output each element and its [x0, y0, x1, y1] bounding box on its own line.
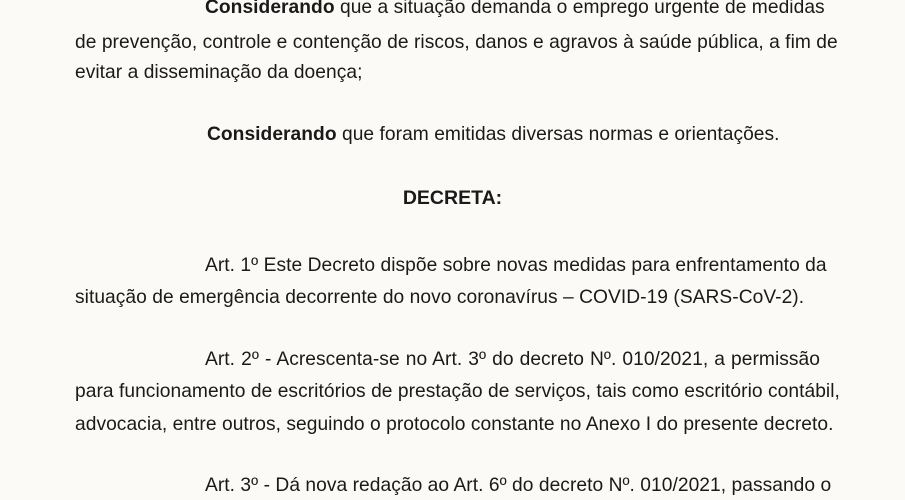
considerando-paragraph-1-line-2: de prevenção, controle e contenção de riscos, danos e agravos à saúde pública, a fim de — [75, 32, 838, 53]
considerando-bold-lead: Considerando — [205, 0, 335, 18]
article-1-line-1: Art. 1º Este Decreto dispõe sobre novas medidas para enfrentamento da — [205, 255, 827, 276]
article-2-line-3: advocacia, entre outros, seguindo o protocolo constante no Anexo I do presente decreto. — [75, 414, 834, 435]
article-2-line-1: Art. 2º - Acrescenta-se no Art. 3º do decreto Nº. 010/2021, a permissão — [205, 349, 820, 370]
paragraph-text: que foram emitidas diversas normas e orientações. — [341, 124, 780, 145]
article-1-line-2: situação de emergência decorrente do novo coronavírus – COVID-19 (SARS-CoV-2). — [75, 287, 805, 308]
paragraph-text: que a situação demanda o emprego urgente de medidas — [339, 0, 825, 18]
considerando-paragraph-1-line-1 — [205, 0, 825, 20]
considerando-bold-lead: Considerando — [207, 124, 337, 145]
decreta-heading: DECRETA: — [402, 187, 503, 209]
considerando-paragraph-2 — [207, 123, 780, 147]
article-2-line-2: para funcionamento de escritórios de prestação de serviços, tais como escritório contábil, — [75, 381, 840, 402]
considerando-paragraph-1-line-3: evitar a disseminação da doença; — [75, 62, 363, 83]
article-3-line-1: Art. 3º - Dá nova redação ao Art. 6º do decreto Nº. 010/2021, passando o — [205, 475, 832, 496]
